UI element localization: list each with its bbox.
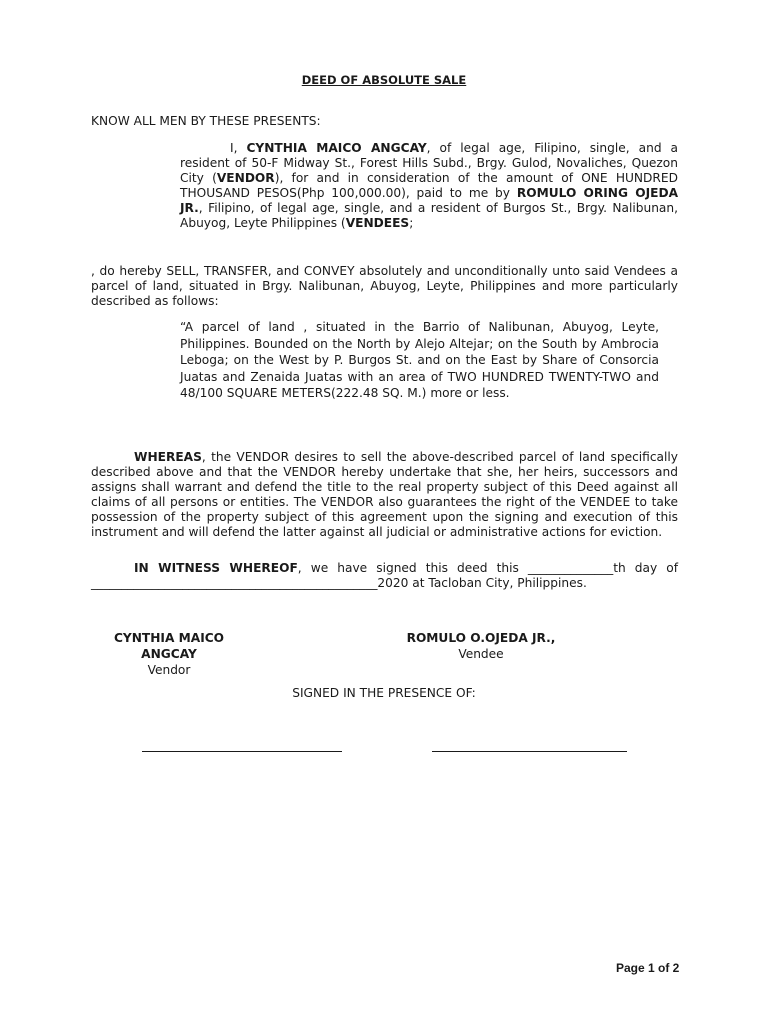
page-number: Page 1 of 2 — [616, 961, 680, 975]
vendee-name: ROMULO ORING OJEDA JR. — [180, 186, 678, 216]
document-title: DEED OF ABSOLUTE SALE — [301, 73, 467, 87]
witness-text: , we have signed this deed this ______________th day of _______________________________________________2020 at Tacloban City, Philippines. — [91, 561, 678, 591]
whereas-lead: WHEREAS — [134, 450, 202, 464]
vendor-signature-role: Vendor — [147, 663, 191, 677]
vendor-signature-block — [94, 630, 244, 678]
vendee-signature-role: Vendee — [458, 647, 504, 661]
property-description: “A parcel of land , situated in the Barrio of Nalibunan, Abuyog, Leyte, Philippines. Bounded on the North by Alejo Altejar; on the South by Ambrocia Leboga; on the West by P. Burgos St. and on the East by Share of Consorcia Juatas and Zenaida Juatas with an area of TWO HUNDRED TWENTY-TWO and 48/100 SQUARE METERS(222.48 SQ. M.) more or less. — [180, 320, 659, 401]
vendee-signature-block — [406, 630, 556, 662]
whereas-paragraph — [91, 450, 678, 541]
para1-text-4: , Filipino, of legal age, single, and a resident of Burgos St., Brgy. Nalibunan, Abuyog, Leyte Philippines ( — [180, 201, 678, 231]
intro-line: KNOW ALL MEN BY THESE PRESENTS: — [91, 114, 321, 128]
vendees-label: VENDEES — [345, 216, 410, 231]
witness-signature-line-1 — [142, 751, 342, 752]
witness-signature-line-2 — [432, 751, 627, 752]
vendor-name: CYNTHIA MAICO ANGCAY — [246, 141, 427, 155]
conveyance-paragraph: , do hereby SELL, TRANSFER, and CONVEY absolutely and unconditionally unto said Vendees a parcel of land, situated in Brgy. Nalibunan, Abuyog, Leyte, Philippines and more particularly described as follows: — [91, 264, 678, 309]
parties-paragraph — [180, 141, 678, 232]
para1-text-3: ), for and in consideration of the amount of ONE HUNDRED THOUSAND PESOS(Php 100,000.00), paid to me by — [180, 171, 678, 201]
witness-paragraph — [91, 561, 678, 591]
witness-heading: SIGNED IN THE PRESENCE OF: — [292, 686, 476, 700]
para1-text-1: I, — [230, 141, 247, 155]
para1-text-2: , of legal age, Filipino, single, and a resident of 50-F Midway St., Forest Hills Subd., Brgy. Gulod, Novaliches, Quezon City ( — [180, 141, 678, 186]
vendor-signature-name: CYNTHIA MAICO ANGCAY — [113, 631, 225, 661]
vendee-signature-name: ROMULO O.OJEDA JR., — [406, 631, 556, 645]
vendor-label: VENDOR — [216, 171, 275, 186]
para1-text-5: ; — [409, 216, 414, 231]
whereas-text: , the VENDOR desires to sell the above-described parcel of land specifically described above and that the VENDOR hereby undertake that she, her heirs, successors and assigns shall warrant and defend the title to the real property subject of this Deed against all claims of all persons or entities. The VENDOR also guarantees the right of the VENDEE to take possession of the property subject of this agreement upon the signing and execution of this instrument and will defend the latter against all judicial or administrative actions for eviction. — [91, 450, 678, 540]
witness-lead: IN WITNESS WHEREOF — [134, 561, 298, 575]
